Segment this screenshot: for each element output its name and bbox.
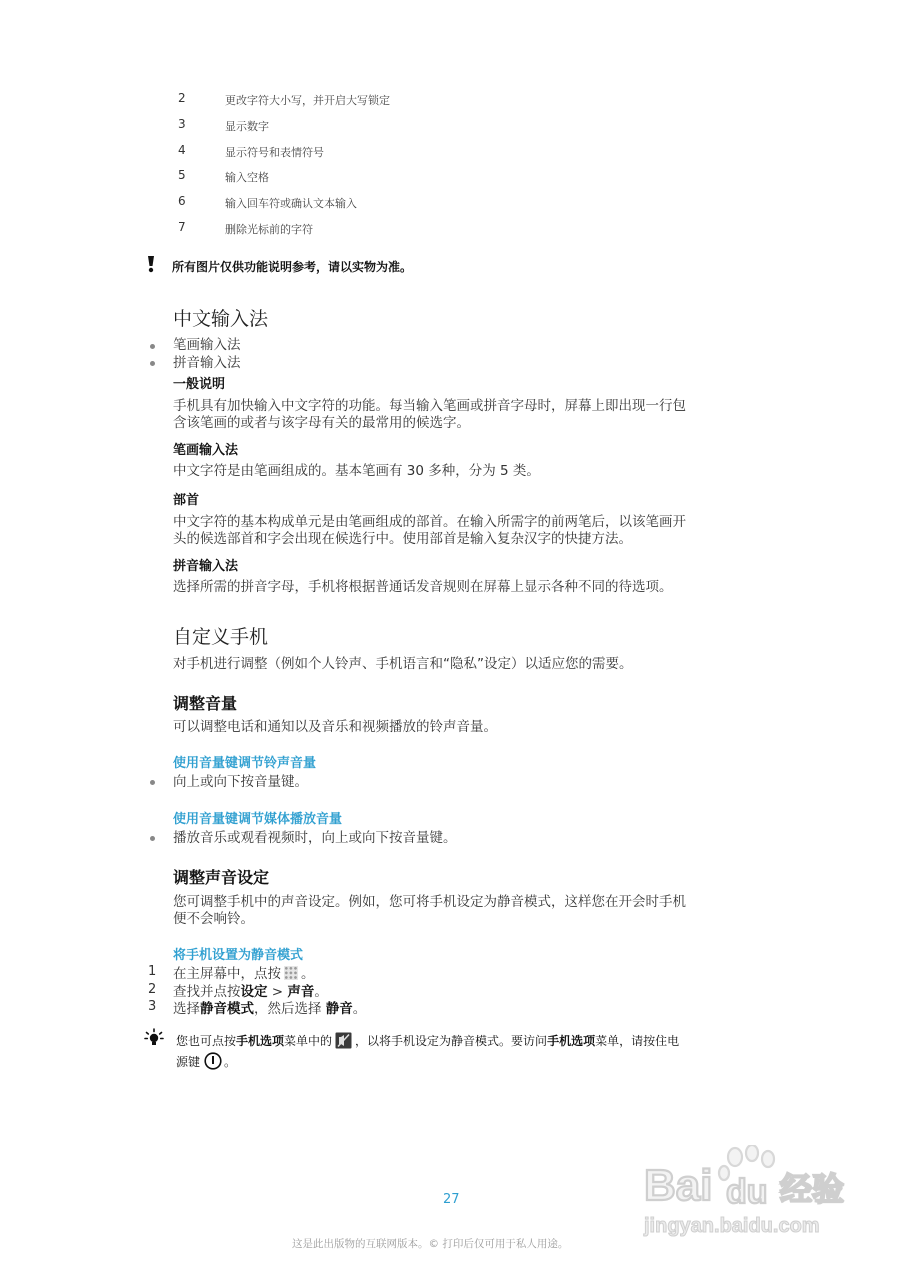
step-number: 2 xyxy=(148,982,157,997)
step-text-mid: ，然后选择 xyxy=(254,1001,326,1017)
tip-line xyxy=(176,1052,236,1070)
heading-volume: 调整音量 xyxy=(173,694,238,713)
legend-num: 5 xyxy=(178,168,186,182)
legend-num: 6 xyxy=(178,194,186,208)
section-title-customize: 自定义手机 xyxy=(173,626,269,648)
baidu-watermark xyxy=(640,1145,850,1245)
ui-term-silent: 静音 xyxy=(325,1001,353,1017)
paragraph-line: 手机具有加快输入中文字符的功能。每当输入笔画或拼音字母时，屏幕上即出现一行包 xyxy=(173,398,686,414)
svg-text:经验: 经验 xyxy=(780,1170,845,1208)
legend-num: 3 xyxy=(178,117,186,131)
step-number: 3 xyxy=(148,999,157,1014)
paragraph-line: 您可调整手机中的声音设定。例如，您可将手机设定为静音模式，这样您在开会时手机 xyxy=(173,894,686,910)
ui-term-phone-options: 手机选项 xyxy=(236,1034,285,1048)
step-text-pre: 选择 xyxy=(173,1001,200,1017)
bullet-item: 拼音输入法 xyxy=(173,355,241,371)
paragraph-line: 选择所需的拼音字母，手机将根据普通话发音规则在屏幕上显示各种不同的待选项。 xyxy=(173,579,673,595)
step-text-pre: 在主屏幕中，点按 xyxy=(173,966,281,982)
bullet-item: 向上或向下按音量键。 xyxy=(173,774,308,790)
step-text-post: 。 xyxy=(352,1001,367,1017)
page-number: 27 xyxy=(443,1192,460,1207)
power-key-icon xyxy=(204,1052,222,1070)
step-text xyxy=(173,964,315,984)
lightbulb-tip-icon xyxy=(144,1028,164,1048)
exclamation-icon xyxy=(146,255,156,273)
legend-num: 7 xyxy=(178,220,186,234)
step-text-post: 。 xyxy=(301,966,315,982)
tip-text: 源键 xyxy=(176,1055,201,1069)
footer-disclaimer: 这是此出版物的互联网版本。© 打印后仅可用于私人用途。 xyxy=(292,1238,569,1250)
subheading-stroke: 笔画输入法 xyxy=(173,443,239,458)
legend-text: 输入空格 xyxy=(225,171,269,184)
watermark-url: jingyan.baidu.com xyxy=(644,1215,820,1237)
tip-text: 。 xyxy=(224,1055,237,1069)
step-text-pre: 查找并点按 xyxy=(173,984,241,1000)
apps-grid-icon xyxy=(284,966,298,980)
task-heading-silent: 将手机设置为静音模式 xyxy=(173,948,304,963)
paragraph-line: 中文字符是由笔画组成的。基本笔画有 30 多种，分为 5 类。 xyxy=(173,463,540,479)
baidu-logo xyxy=(640,1145,850,1215)
svg-text:du: du xyxy=(726,1173,768,1211)
subheading-general: 一般说明 xyxy=(173,377,226,392)
heading-sound: 调整声音设定 xyxy=(173,868,270,887)
legend-text: 显示符号和表情符号 xyxy=(225,146,324,159)
ui-term-phone-options: 手机选项 xyxy=(547,1034,596,1048)
paragraph-line: 头的候选部首和字会出现在候选行中。使用部首是输入复杂汉字的快捷方法。 xyxy=(173,531,632,547)
bullet-item: 播放音乐或观看视频时，向上或向下按音量键。 xyxy=(173,830,457,846)
svg-text:Bai: Bai xyxy=(644,1161,713,1210)
bullet-dot xyxy=(150,344,155,349)
ui-term-silent-mode: 静音模式 xyxy=(200,1001,254,1017)
subheading-pinyin: 拼音输入法 xyxy=(173,559,239,574)
ui-term-sound: 声音 xyxy=(287,984,315,1000)
step-text xyxy=(173,999,366,1019)
bullet-dot xyxy=(150,836,155,841)
legend-num: 2 xyxy=(178,91,186,105)
tip-line xyxy=(176,1032,679,1049)
section-title-chinese-input: 中文输入法 xyxy=(173,308,269,330)
subheading-radical: 部首 xyxy=(173,493,200,508)
paragraph-line: 便不会响铃。 xyxy=(173,911,254,927)
legend-text: 显示数字 xyxy=(225,120,269,133)
paragraph-line: 可以调整电话和通知以及音乐和视频播放的铃声音量。 xyxy=(173,719,497,735)
paragraph-line: 含该笔画的或者与该字母有关的最常用的候选字。 xyxy=(173,415,470,431)
paragraph-line: 中文字符的基本构成单元是由笔画组成的部首。在输入所需字的前两笔后，以该笔画开 xyxy=(173,514,686,530)
step-number: 1 xyxy=(148,964,157,979)
tip-text: 您也可点按 xyxy=(176,1034,237,1048)
bullet-dot xyxy=(150,780,155,785)
tip-text: 菜单中的 xyxy=(284,1034,333,1048)
task-heading-ring-volume: 使用音量键调节铃声音量 xyxy=(173,756,317,771)
legend-text: 输入回车符或确认文本输入 xyxy=(225,197,357,210)
legend-num: 4 xyxy=(178,143,186,157)
legend-text: 更改字符大小写，并开启大写锁定 xyxy=(225,94,390,107)
bullet-dot xyxy=(150,361,155,366)
step-text-post: 。 xyxy=(314,984,328,1000)
silent-mode-icon xyxy=(335,1032,352,1049)
ui-term-settings: 设定 xyxy=(240,984,268,1000)
step-text-mid: > xyxy=(267,984,288,1000)
bullet-item: 笔画输入法 xyxy=(173,337,241,353)
legend-text: 删除光标前的字符 xyxy=(225,223,313,236)
task-heading-media-volume: 使用音量键调节媒体播放音量 xyxy=(173,812,343,827)
warning-note: 所有图片仅供功能说明参考，请以实物为准。 xyxy=(172,260,413,274)
tip-text: ，以将手机设定为静音模式。要访问 xyxy=(355,1034,548,1048)
paragraph-line: 对手机进行调整（例如个人铃声、手机语言和“隐私”设定）以适应您的需要。 xyxy=(173,656,633,672)
tip-text: 菜单，请按住电 xyxy=(595,1034,680,1048)
